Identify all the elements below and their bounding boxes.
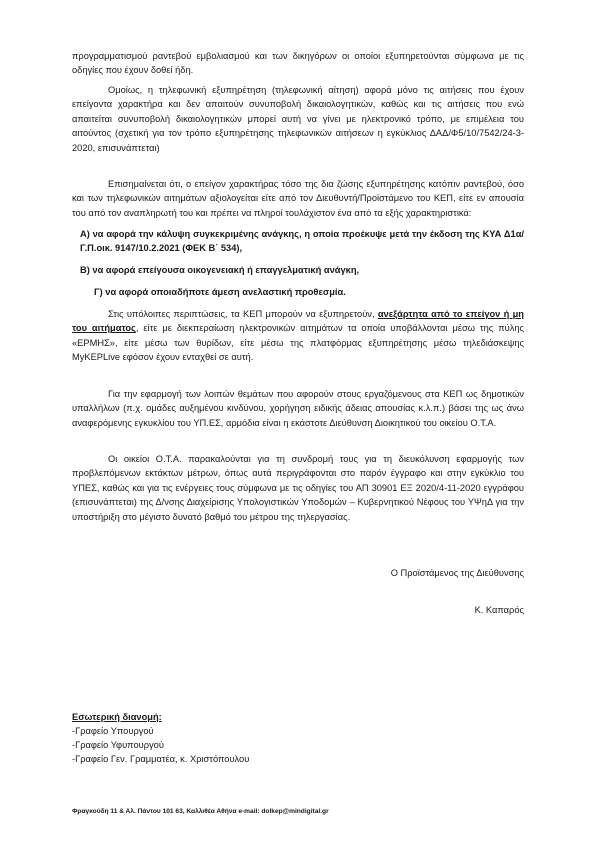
criterion-b: Β) να αφορά επείγουσα οικογενειακή ή επαγγελματική ανάγκη, xyxy=(80,265,360,275)
distribution-item: -Γραφείο Υφυπουργού xyxy=(72,740,164,751)
distribution-title: Εσωτερική διανομή: xyxy=(72,712,162,722)
distribution-list xyxy=(72,724,249,767)
signature-title: Ο Προϊστάμενος της Διεύθυνσης xyxy=(390,568,524,578)
criterion-c: Γ) να αφορά οποιαδήποτε άμεση ανελαστική προθεσμία. xyxy=(94,287,346,297)
paragraph-urgent-criteria-intro: Επισημαίνεται ότι, ο επείγον χαρακτήρας τόσο της δια ζώσης εξυπηρέτησης κατόπιν ραντεβού, όσο και των τηλεφωνικών αιτημάτων αξιολογείται είτε από τον Διευθυντή/Προϊστάμενο του ΚΕΠ, είτε εν απουσία του από τον αναπληρωτή του και πρέπει να πληροί τουλάχιστον ένα από τα εξής χαρακτηριστικά: xyxy=(72,179,524,218)
paragraph-telephone-service: Ομοίως, η τηλεφωνική εξυπηρέτηση (τηλεφωνική αίτηση) αφορά μόνο τις αιτήσεις που έχουν επείγοντα χαρακτήρα και δεν απαιτούν συνυποβολή δικαιολογητικών, καθώς και τις αιτήσεις που ενώ απαιτείται συνυποβολή δικαιολογητικών μπορεί αυτή να γίνει με ηλεκτρονικό τρόπο, με επιμέλεια του αιτούντος (σχετική για τον τρόπο εξυπηρέτησης τηλεφωνικών αιτήσεων η εγκύκλιος ΔΑΔ/Φ5/10/7542/24-3-2020, επισυνάπτεται) xyxy=(72,85,524,153)
criterion-a: Α) να αφορά την κάλυψη συγκεκριμένης ανάγκης, η οποία προέκυψε μετά την έκδοση της ΚΥΑ Δ1α/Γ.Π.οικ. 9147/10.2.2021 (ΦΕΚ Β΄ 534), xyxy=(80,229,524,254)
distribution-item: -Γραφείο Υπουργού xyxy=(72,726,154,736)
distribution-item: -Γραφείο Γεν. Γραμματέα, κ. Χριστόπουλου xyxy=(72,754,250,765)
signature-name: Κ. Καπαρός xyxy=(474,605,524,615)
footer-address: Φραγκούδη 11 & Αλ. Πάντου 101 63, Καλλιθέα Αθήνα e-mail: dolkep@mindigital.gr xyxy=(72,808,329,815)
other-cases-emphasis: ανεξάρτητα από το επείγον ή μη του αιτήματος xyxy=(72,309,524,334)
paragraph-other-cases xyxy=(72,307,524,365)
paragraph-employee-matters: Για την εφαρμογή των λοιπών θεμάτων που αφορούν στους εργαζόμενους στα ΚΕΠ ως δημοτικών υπαλλήλων (π.χ. ομάδες αυξημένου κινδύνου, χορήγηση ειδικής άδειας απουσίας κ.λ.π.) βάσει της ως άνω αναφερόμενης εγκυκλίου του ΥΠ.ΕΣ, αρμόδια είναι η εκάστοτε Διεύθυνση Διοικητικού του οικείου Ο.Τ.Α. xyxy=(72,389,524,428)
paragraph-vaccination-appointments: προγραμματισμού ραντεβού εμβολιασμού και των δικηγόρων οι οποίοι εξυπηρετούνται σύμφωνα με τις οδηγίες που έχουν δοθεί ήδη. xyxy=(72,51,524,76)
paragraph-ota-assistance: Οι οικείοι Ο.Τ.Α. παρακαλούνται για τη συνδρομή τους για τη διευκόλυνση εφαρμογής των προβλεπόμενων εκτάκτων μέτρων, όπως αυτά περιγράφονται στο παρόν έγγραφο και στην εγκύκλιο του ΥΠΕΣ, καθώς και για τις ενέργειες τους σύμφωνα με τις οδηγίες του ΑΠ 30901 ΕΞ 2020/4-11-2020 εγγράφου (επισυνάπτεται) της Δ/νσης Διαχείρισης Υπολογιστικών Υποδομών – Κυβερνητικού Νέφους του ΥΨηΔ για την υποστήριξη στο μέγιστο δυνατό βαθμό του μέτρου της τηλεργασίας. xyxy=(72,454,524,522)
other-cases-rest: , είτε με διεκπεραίωση ηλεκτρονικών αιτημάτων τα οποία υποβάλλονται μέσω της πύλης «ΕΡΜΗΣ», είτε μέσω των θυρίδων, είτε μέσω της πλατφόρμας εξυπηρέτησης μέσω τηλεδιάσκεψης MyKEPLive εφόσον έχουν ενταχθεί σε αυτή. xyxy=(72,323,524,363)
other-cases-intro: Στις υπόλοιπες περιπτώσεις, τα ΚΕΠ μπορούν να εξυπηρετούν, xyxy=(108,309,378,319)
